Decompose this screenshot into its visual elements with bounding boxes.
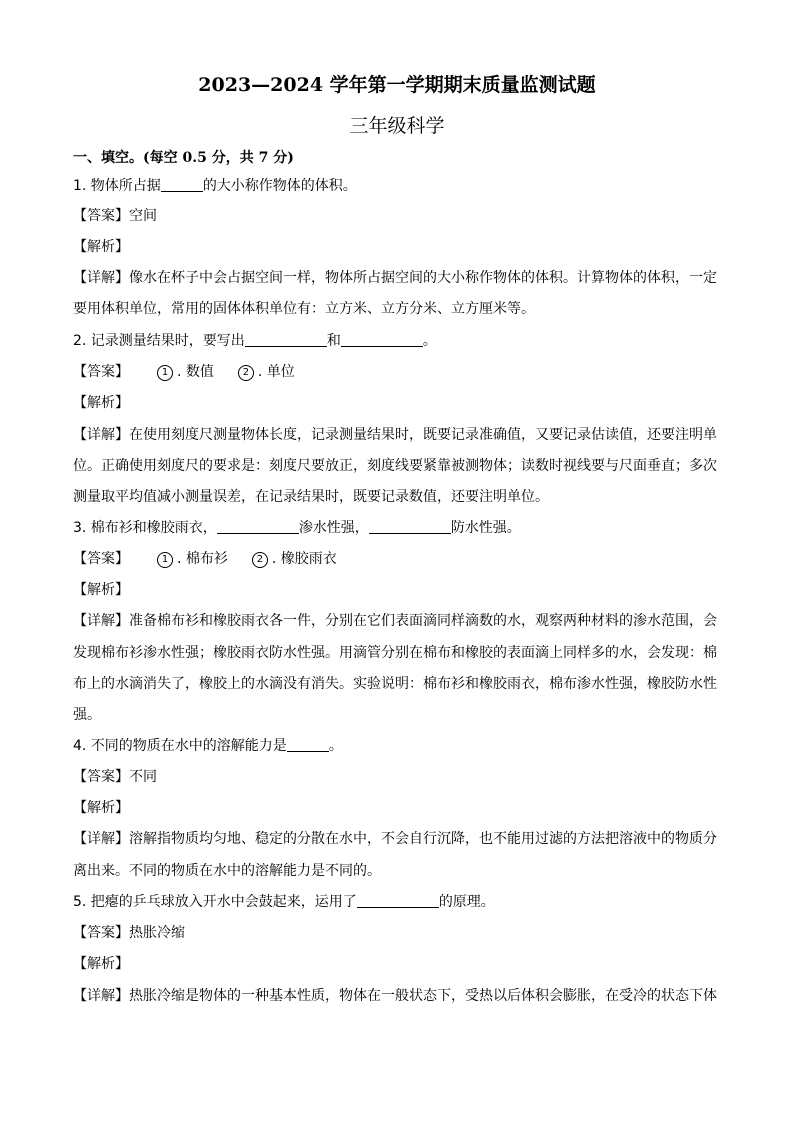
detail-text: 离出来。不同的物质在水中的溶解能力是不同的。 (73, 863, 381, 879)
circled-number-icon: 2 (238, 365, 254, 381)
answer-text: 热胀冷缩 (129, 925, 185, 941)
circled-number-icon: 2 (252, 552, 268, 568)
answer-text: 空间 (129, 208, 157, 224)
detail-text: 强。 (73, 707, 101, 723)
question-text: 5. 把瘪的乒乓球放入开水中会鼓起来，运用了 (73, 894, 357, 910)
analysis-label: 【解析】 (73, 582, 129, 598)
question-text: 2. 记录测量结果时，要写出 (73, 333, 245, 349)
answer-label: 【答案】 (73, 769, 129, 785)
question-text: 的原理。 (438, 894, 495, 910)
question-text: 。 (328, 738, 343, 754)
analysis-label: 【解析】 (73, 395, 129, 411)
detail-row (73, 611, 723, 631)
answer-text: . 单位 (257, 364, 295, 380)
circled-number-icon: 1 (157, 365, 173, 381)
answer-label: 【答案】 (73, 364, 129, 380)
answer-row (73, 767, 723, 787)
question-text: 3. 棉布衫和橡胶雨衣， (73, 520, 217, 536)
answer-label: 【答案】 (73, 551, 129, 567)
question-text: 渗水性强， (298, 520, 369, 536)
detail-label: 【详解】 (73, 831, 129, 847)
answer-blank (217, 519, 299, 534)
detail-label: 【详解】 (73, 270, 129, 286)
answer-blank (287, 737, 329, 752)
answer-blank (369, 519, 451, 534)
analysis-label: 【解析】 (73, 239, 129, 255)
detail-text: 溶解指物质均匀地、稳定的分散在水中，不会自行沉降，也不能用过滤的方法把溶液中的物质分 (129, 831, 717, 847)
detail-text: 位。正确使用刻度尺的要求是：刻度尺要放正，刻度线要紧靠被测物体；读数时视线要与尺面垂直；多次 (73, 458, 717, 474)
detail-text: 准备棉布衫和橡胶雨衣各一件，分别在它们表面滴同样滴数的水，观察两种材料的渗水范围，会 (129, 613, 717, 629)
question-text: 4. 不同的物质在水中的溶解能力是 (73, 738, 287, 754)
detail-text: 要用体积单位，常用的固体体积单位有：立方米、立方分米、立方厘米等。 (73, 301, 535, 317)
detail-row (73, 268, 723, 288)
detail-row (73, 829, 723, 849)
detail-row (73, 425, 723, 445)
answer-label: 【答案】 (73, 925, 129, 941)
detail-label: 【详解】 (73, 988, 129, 1004)
answer-text: . 数值 (177, 364, 214, 380)
answer-text: . 棉布衫 (177, 551, 228, 567)
question-text: 和 (326, 333, 341, 349)
detail-label: 【详解】 (73, 427, 129, 443)
detail-text: 热胀冷缩是物体的一种基本性质，物体在一般状态下，受热以后体积会膨胀，在受冷的状态下体 (129, 988, 717, 1004)
answer-row (73, 206, 723, 226)
section-heading: 一、填空。(每空 0.5 分，共 7 分) (73, 150, 294, 166)
question-2 (73, 331, 723, 351)
question-text: 防水性强。 (450, 520, 521, 536)
question-text: 。 (422, 333, 437, 349)
question-3 (73, 518, 723, 538)
answer-row (73, 362, 723, 382)
answer-text: 不同 (129, 769, 157, 785)
detail-label: 【详解】 (73, 613, 129, 629)
answer-row (73, 549, 723, 569)
page-title: 2023—2024 学年第一学期期末质量监测试题 (198, 74, 596, 96)
circled-number-icon: 1 (157, 552, 173, 568)
question-text: 1. 物体所占据 (73, 178, 161, 194)
analysis-label: 【解析】 (73, 800, 129, 816)
question-text: 的大小称作物体的体积。 (202, 178, 357, 194)
answer-blank (245, 332, 327, 347)
question-1 (73, 176, 723, 196)
answer-blank (161, 177, 203, 192)
detail-text: 测量取平均值减小测量误差，在记录结果时，既要记录数值，还要注明单位。 (73, 489, 549, 505)
analysis-label: 【解析】 (73, 956, 129, 972)
detail-text: 像水在杯子中会占据空间一样，物体所占据空间的大小称作物体的体积。计算物体的体积，一定 (129, 270, 717, 286)
answer-blank (341, 332, 423, 347)
detail-text: 布上的水滴消失了，橡胶上的水滴没有消失。实验说明：棉布衫和橡胶雨衣，棉布渗水性强，橡胶防水性 (73, 676, 717, 692)
page-subtitle: 三年级科学 (349, 115, 445, 137)
answer-label: 【答案】 (73, 208, 129, 224)
detail-row (73, 986, 723, 1006)
answer-blank (357, 893, 439, 908)
detail-text: 在使用刻度尺测量物体长度，记录测量结果时，既要记录准确值，又要记录估读值，还要注明单 (129, 427, 717, 443)
answer-text: . 橡胶雨衣 (271, 551, 337, 567)
question-5 (73, 892, 723, 912)
answer-row (73, 923, 723, 943)
detail-text: 发现棉布衫渗水性强；橡胶雨衣防水性强。用滴管分别在棉布和橡胶的表面滴上同样多的水，会发现：棉 (73, 645, 717, 661)
question-4 (73, 736, 723, 756)
